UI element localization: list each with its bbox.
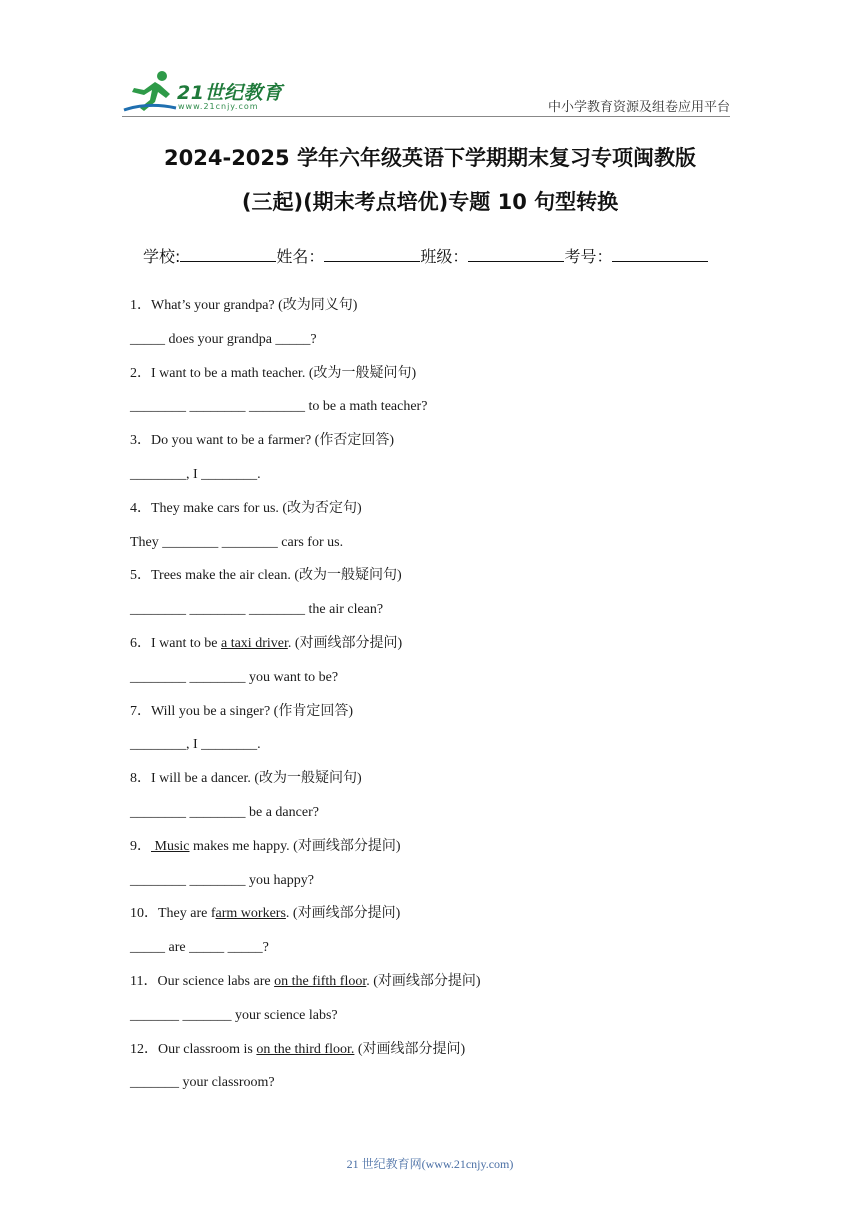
question-2: 2．I want to be a math teacher. (改为一般疑问句) — [130, 365, 417, 381]
school-label: 学校: — [143, 247, 181, 266]
question-12-instruction: (对画线部分提问) — [354, 1041, 466, 1057]
question-5: 5．Trees make the air clean. (改为一般疑问句) — [130, 568, 402, 584]
platform-label: 中小学教育资源及组卷应用平台 — [547, 99, 730, 114]
answer-line-8: ________ ________ be a dancer? — [130, 804, 319, 820]
question-10-instruction: . (对画线部分提问) — [285, 906, 401, 922]
school-blank[interactable] — [180, 247, 276, 262]
question-6-instruction: . (对画线部分提问) — [287, 635, 403, 651]
answer-line-10: _____ are _____ _____? — [130, 940, 269, 956]
exam-number-blank[interactable] — [612, 247, 708, 262]
answer-line-12: _______ your classroom? — [130, 1075, 275, 1091]
underlined-phrase: Music — [151, 838, 190, 854]
exam-number-label: 考号： — [564, 247, 613, 266]
footer-link[interactable]: 21 世纪教育网(www.21cnjy.com) — [346, 1157, 514, 1171]
answer-line-6: ________ ________ you want to be? — [130, 669, 339, 685]
underlined-phrase: a taxi driver — [220, 635, 288, 651]
page-header — [0, 0, 860, 120]
header-divider — [122, 116, 730, 117]
underlined-phrase: on the third floor. — [256, 1041, 355, 1057]
answer-line-7: ________, I ________. — [130, 737, 261, 753]
question-9-number: 9． — [130, 838, 151, 854]
answer-line-4: They ________ ________ cars for us. — [130, 534, 344, 550]
underlined-phrase: arm workers — [215, 906, 286, 922]
question-12 — [130, 1040, 770, 1074]
class-label: 班级： — [420, 247, 469, 266]
logo — [122, 68, 292, 116]
question-6 — [130, 634, 770, 668]
question-list — [130, 296, 770, 1107]
question-11-instruction: . (对画线部分提问) — [366, 973, 481, 989]
question-9-text: makes me happy. (对画线部分提问) — [189, 838, 401, 854]
question-4: 4．They make cars for us. (改为否定句) — [130, 500, 362, 516]
underlined-phrase: on the fifth floor — [274, 973, 367, 989]
question-10-text: 10．They are f — [130, 906, 216, 922]
question-12-text: 12．Our classroom is — [130, 1041, 257, 1057]
name-label: 姓名： — [276, 247, 325, 266]
logo-url: www.21cnjy.com — [178, 102, 259, 111]
runner-logo-icon — [122, 68, 178, 112]
question-1: 1．What’s your grandpa? (改为同义句) — [130, 298, 358, 313]
answer-line-11: _______ _______ your science labs? — [130, 1007, 338, 1023]
answer-line-3: ________, I ________. — [130, 466, 261, 482]
answer-line-2: ________ ________ ________ to be a math teacher? — [130, 399, 428, 415]
page-title-line-1: 2024-2025 学年六年级英语下学期期末复习专项闽教版 — [164, 146, 696, 170]
class-blank[interactable] — [468, 247, 564, 262]
question-6-text: 6．I want to be — [130, 635, 221, 651]
answer-line-9: ________ ________ you happy? — [130, 872, 314, 888]
name-blank[interactable] — [324, 247, 420, 262]
logo-text: 21世纪教育 — [177, 82, 283, 104]
question-7: 7．Will you be a singer? (作肯定回答) — [130, 703, 354, 719]
question-9 — [130, 837, 770, 871]
question-3: 3．Do you want to be a farmer? (作否定回答) — [130, 433, 394, 449]
question-8: 8．I will be a dancer. (改为一般疑问句) — [130, 771, 362, 787]
question-10 — [130, 904, 770, 938]
answer-line-5: ________ ________ ________ the air clean? — [130, 602, 384, 618]
question-11-text: 11．Our science labs are — [130, 973, 275, 989]
answer-line-1: _____ does your grandpa _____? — [130, 331, 317, 347]
question-11 — [130, 972, 770, 1006]
page-title-line-2: (三起)(期末考点培优)专题 10 句型转换 — [241, 190, 619, 214]
student-info-row — [143, 244, 708, 267]
